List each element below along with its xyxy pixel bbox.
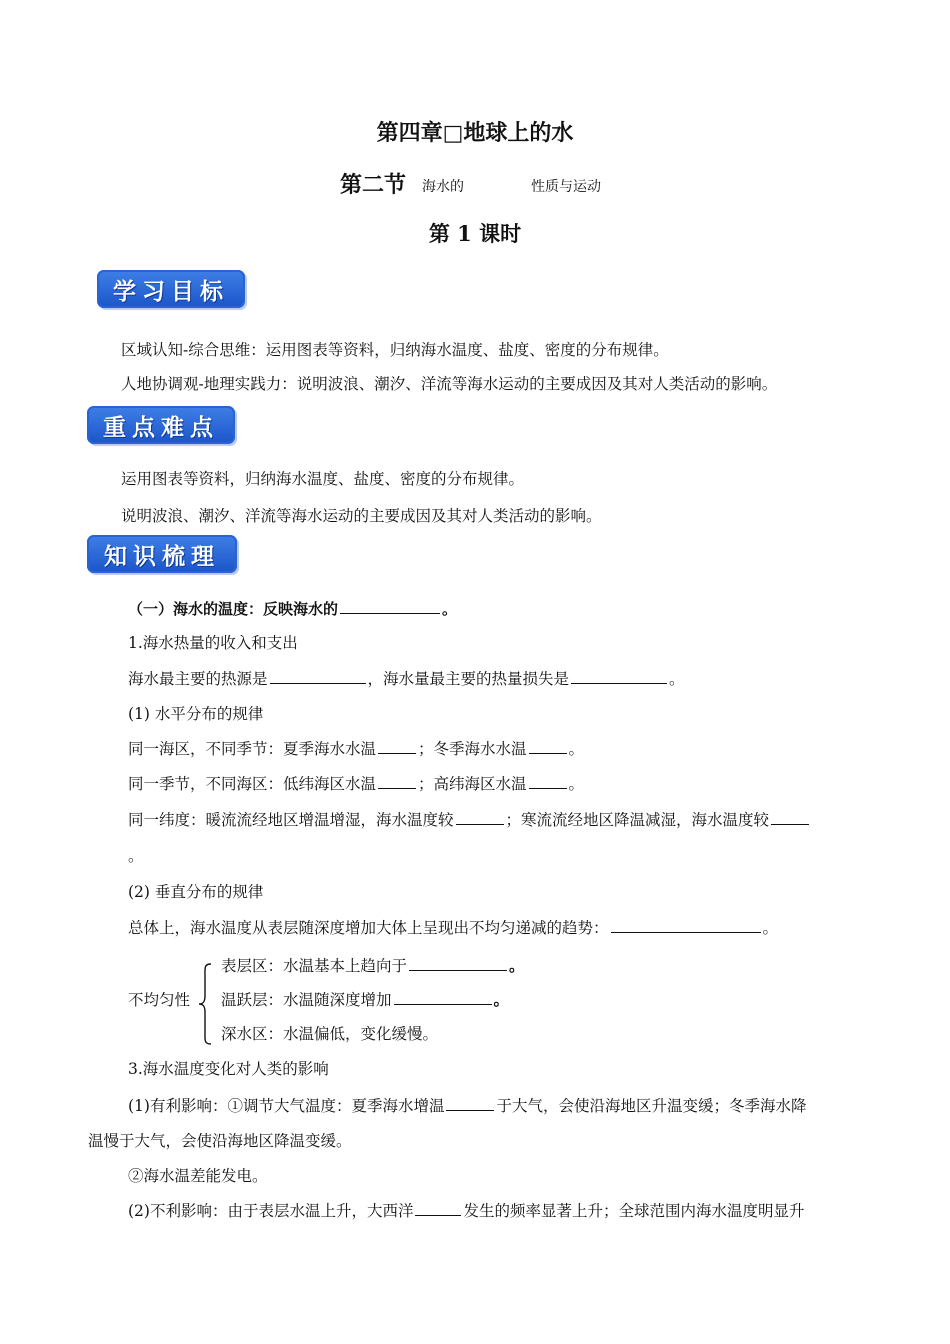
blank[interactable]: [378, 774, 416, 789]
benefit-line-3: ②海水温差能发电。: [128, 1167, 268, 1185]
season-line: [128, 739, 584, 759]
heat-text-b: ，海水量最主要的热量损失是: [367, 670, 570, 688]
objective-line-2: 人地协调观-地理实践力：说明波浪、潮汐、洋流等海水运动的主要成因及其对人类活动的影响。: [121, 375, 778, 393]
blank[interactable]: [771, 810, 809, 825]
thermocline-line: [221, 990, 509, 1010]
heat-text-c: 。: [669, 670, 685, 688]
item1-heading: 1.海水热量的收入和支出: [128, 634, 298, 652]
latitude-text-b: ；寒流流经地区降温减湿，海水温度较: [505, 811, 770, 829]
blank[interactable]: [270, 669, 366, 684]
surface-text-b: 。: [509, 956, 525, 975]
trend-line: [128, 918, 778, 938]
objective-line-1: 区域认知-综合思维：运用图表等资料，归纳海水温度、盐度、密度的分布规律。: [121, 341, 669, 359]
blank[interactable]: [394, 990, 492, 1005]
blank[interactable]: [529, 774, 567, 789]
chapter-title: 第四章□地球上的水: [376, 120, 574, 146]
blank[interactable]: [409, 956, 507, 971]
section1-title-text: （一）海水的温度：反映海水的: [128, 600, 339, 618]
objectives-badge-label: 学习目标: [113, 278, 229, 305]
lesson-title: 第 1 课时: [428, 221, 522, 246]
surface-line: [221, 956, 525, 976]
harm-text-b: 发生的频率显著上升；全球范围内海水温度明显升: [463, 1202, 805, 1220]
thermocline-text-b: 。: [493, 990, 510, 1009]
key-points-badge-label: 重点难点: [103, 414, 219, 441]
knowledge-badge: [87, 535, 237, 573]
section-prefix: 第二节: [340, 172, 407, 198]
trend-text-a: 总体上，海水温度从表层随深度增加大体上呈现出不均匀递减的趋势：: [128, 919, 609, 937]
blank[interactable]: [340, 599, 440, 614]
blank[interactable]: [456, 810, 504, 825]
season-text-a: 同一海区，不同季节：夏季海水水温: [128, 740, 377, 758]
blank[interactable]: [571, 669, 667, 684]
objectives-badge: [97, 270, 245, 308]
section1-title-end: 。: [442, 600, 458, 618]
section-part2: 性质与运动: [531, 179, 601, 195]
knowledge-badge-label: 知识梳理: [104, 543, 220, 570]
trend-text-b: 。: [762, 919, 779, 937]
uneven-label: 不均匀性: [128, 991, 191, 1009]
season-text-b: ；冬季海水水温: [418, 740, 527, 758]
latitude-text-a: 同一纬度：暖流流经地区增温增湿，海水温度较: [128, 811, 454, 829]
blank[interactable]: [378, 739, 416, 754]
heat-text-a: 海水最主要的热源是: [128, 670, 268, 688]
thermocline-text-a: 温跃层：水温随深度增加: [221, 991, 392, 1009]
blank[interactable]: [415, 1201, 461, 1216]
heat-line: [128, 669, 685, 689]
region-text-c: 。: [568, 775, 585, 793]
latitude-line-end: 。: [128, 847, 144, 865]
section1-title: [128, 599, 457, 619]
key-point-line-2: 说明波浪、潮汐、洋流等海水运动的主要成因及其对人类活动的影响。: [121, 507, 602, 525]
item3-heading: 3.海水温度变化对人类的影响: [128, 1060, 329, 1078]
region-text-b: ；高纬海区水温: [418, 775, 527, 793]
latitude-line: [128, 810, 811, 830]
horizontal-heading: (1) 水平分布的规律: [128, 705, 264, 723]
key-points-badge: [87, 406, 235, 444]
harm-text-a: (2)不利影响：由于表层水温上升，大西洋: [128, 1202, 414, 1220]
key-point-line-1: 运用图表等资料，归纳海水温度、盐度、密度的分布规律。: [121, 470, 525, 488]
surface-text-a: 表层区：水温基本上趋向于: [221, 957, 408, 975]
region-text-a: 同一季节，不同海区：低纬海区水温: [128, 775, 377, 793]
benefit-line-1: [128, 1096, 806, 1116]
section-title: [340, 168, 406, 199]
vertical-heading: (2) 垂直分布的规律: [128, 883, 264, 901]
harm-line: [128, 1201, 804, 1221]
deep-line: 深水区：水温偏低，变化缓慢。: [221, 1025, 439, 1043]
blank[interactable]: [611, 918, 761, 933]
section-part1: 海水的: [422, 179, 464, 195]
blank[interactable]: [529, 739, 567, 754]
region-line: [128, 774, 584, 794]
blank[interactable]: [446, 1096, 494, 1111]
curly-brace-icon: [198, 962, 212, 1046]
benefit-line-2: 温慢于大气，会使沿海地区降温变缓。: [88, 1132, 352, 1150]
season-text-c: 。: [568, 740, 585, 758]
benefit-text-a: (1)有利影响：①调节大气温度：夏季海水增温: [128, 1097, 445, 1115]
benefit-text-b: 于大气，会使沿海地区升温变缓；冬季海水降: [496, 1097, 807, 1115]
